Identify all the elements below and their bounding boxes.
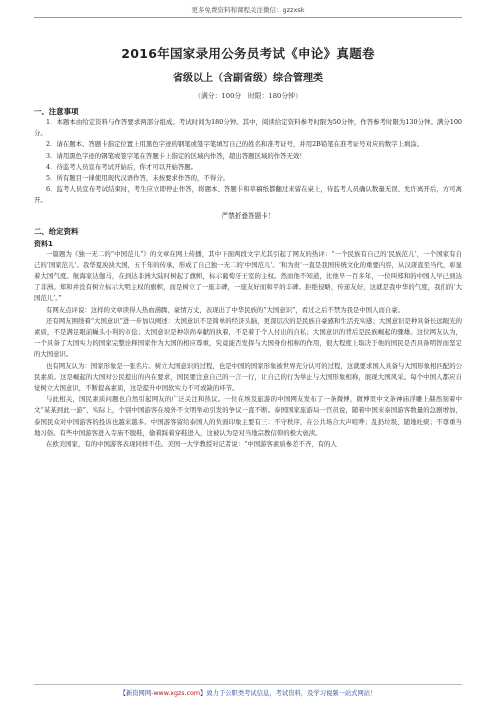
note-item: 1．本题本由给定资料与作答要求两部分组成。考试时间为180分钟。其中，阅读给定资料参考时限为50分钟，作答参考时限为130分钟。满分100分。 [34, 118, 462, 138]
material-paragraph: 在欧美国家，有的中国游客表现同样不佳。美国一大学教授对记者说：“中国游客素质参差不齐，有的人 [46, 440, 337, 449]
top-divider [34, 17, 462, 18]
document-page [34, 44, 462, 450]
material-paragraph: 也有网友认为：国家形象是一张名片。树立大国意识的过程，也是中国的国家形象被世界充分认可的过程，这就要求国人具备与大国形象相匹配的公民素质。这是崛起的大国对公民提出的内在要求，国民要注意自己的一言一行，让自己的行为举止与大国形象相称，展现大国风采。每个中国人都应自觉树立大国意识，不断提高素质，这是提升中国软实力不可或缺的环节。 [34, 361, 462, 393]
footer-prefix: 【新资网网- [119, 690, 154, 697]
note-item: 3．请用黑色字迹的钢笔或签字笔在答题卡上指定的区域内作答，超出答题区域的作答无效！ [46, 151, 306, 160]
section-heading-notes: 一、注意事项 [34, 107, 79, 116]
footer-banner [0, 688, 496, 697]
material-paragraph: 与此相关，国民素质问题也自然引起网友的广泛关注和热议。一位在埃及旅游的中国网友发布了一条微博，微博里中文条神庙浮雕上赫然刻着中文“某某到此一游”，实际上，个别中国游客在境外不文明举动引发的争议一直不断。泰国国家旅游局一官员说，随着中国来泰国游客数量的急剧增加，泰国民众对中国游客的投诉也越来越多。中国游客留给泰国人的负面印象主要有三：不守秩序，在公共场合大声喧哗；乱扔垃圾、随地吐痰；不尊重当地习俗。有些中国游客进入寺庙不脱鞋，偷着踩着穿鞋进入，这被认为是对当地宗教信仰的极大亵渎。 [34, 395, 462, 437]
document-title: 2016年国家录用公务员考试《申论》真题卷 [121, 46, 375, 61]
material-paragraph: 一篇题为《独一无二的“中国范儿”》的文章在网上传播，其中下面两段文字尤其引起了网友的热评：“一个民族有自己的‘民族范儿’，一个国家有自己的‘国家范儿’。我华夏泱泱大国，五千年的传承，形成了自己独一无二的‘中国范儿’。‘和为贵’一直是我国传统文化的重要内容，从汉唐直至当代，彰显着大国气度。航海家达伽马，在到达非洲大陆时树起了旗帜，标示葡萄牙王室的主权。然而他不知道，比他早一百多年，一位叫郑和的中国人早已到达了非洲。郑和并没有树立标示大明主权的旗帜，而是树立了一座丰碑，一座友好而和平的丰碑。拒绝侵略，传递友好，这就是我中华的气度，我们的‘大国范儿’。” [34, 249, 462, 303]
top-note: 更多免费资料和课程关注微信：gzzxsk [191, 6, 305, 14]
section-heading-materials: 二、给定资料 [34, 226, 79, 236]
note-item: 5．所有题目一律使用现代汉语作答，未按要求作答的，不得分。 [46, 174, 230, 183]
exam-meta: （满分：100分 时限：180分钟） [194, 92, 302, 100]
material-paragraph: 还有网友围绕着“大国意识”进一步加以阐述：大国意识不是简单的经济头脑，更深层次的是民族自豪感和生活充实感；大国意识是种具备长远眼光的素质，不是满足眼前蝇头小利的市侩；大国意识是种崇尚奉献的执着，不是着于个人付出的自私；大国意识的背后是民族崛起的骤雄。这位网友认为，一个具备了大国实力的国家完整诠释国家作为大国的相应尊重，究竟能否发挥与大国身份相称的作用，很大程度上取决于他的国民是否具备明智而坚定的大国意识。 [34, 316, 462, 359]
note-item: 2．请在题本、答题卡指定位置上用黑色字迹的钢笔或签字笔填写自己的姓名和准考证号，并用2B铅笔在准考证号对应的数字上填涂。 [46, 140, 424, 149]
material-paragraph: 有网友点评说：这样的文章读得人热血沸腾、豪情万丈，表现出了中华民族的“大国意识”，看过之后不禁为我是中国人而自豪。 [46, 305, 405, 314]
footer-site-link[interactable]: www.xgzs.com [153, 690, 201, 697]
footer-suffix: 】致力于公职类考试信息，考试资料，及学习视频一站式网站！ [200, 690, 377, 697]
document-subtitle: 省级以上（含副省级）综合管理类 [173, 73, 323, 84]
bottom-divider [34, 684, 462, 685]
note-item: 6．监考人员宣布考试结束时，考生应立即停止作答，将题本、答题卡和草稿纸都翻过来留在桌上，待监考人员确认数量无误、允许离开后，方可离开。 [34, 185, 462, 205]
material-title: 资料1 [34, 239, 53, 248]
note-item: 4．待监考人员宣布考试开始后，你才可以开始答题。 [46, 162, 198, 171]
closing-note: 严禁折叠答题卡！ [221, 211, 275, 220]
